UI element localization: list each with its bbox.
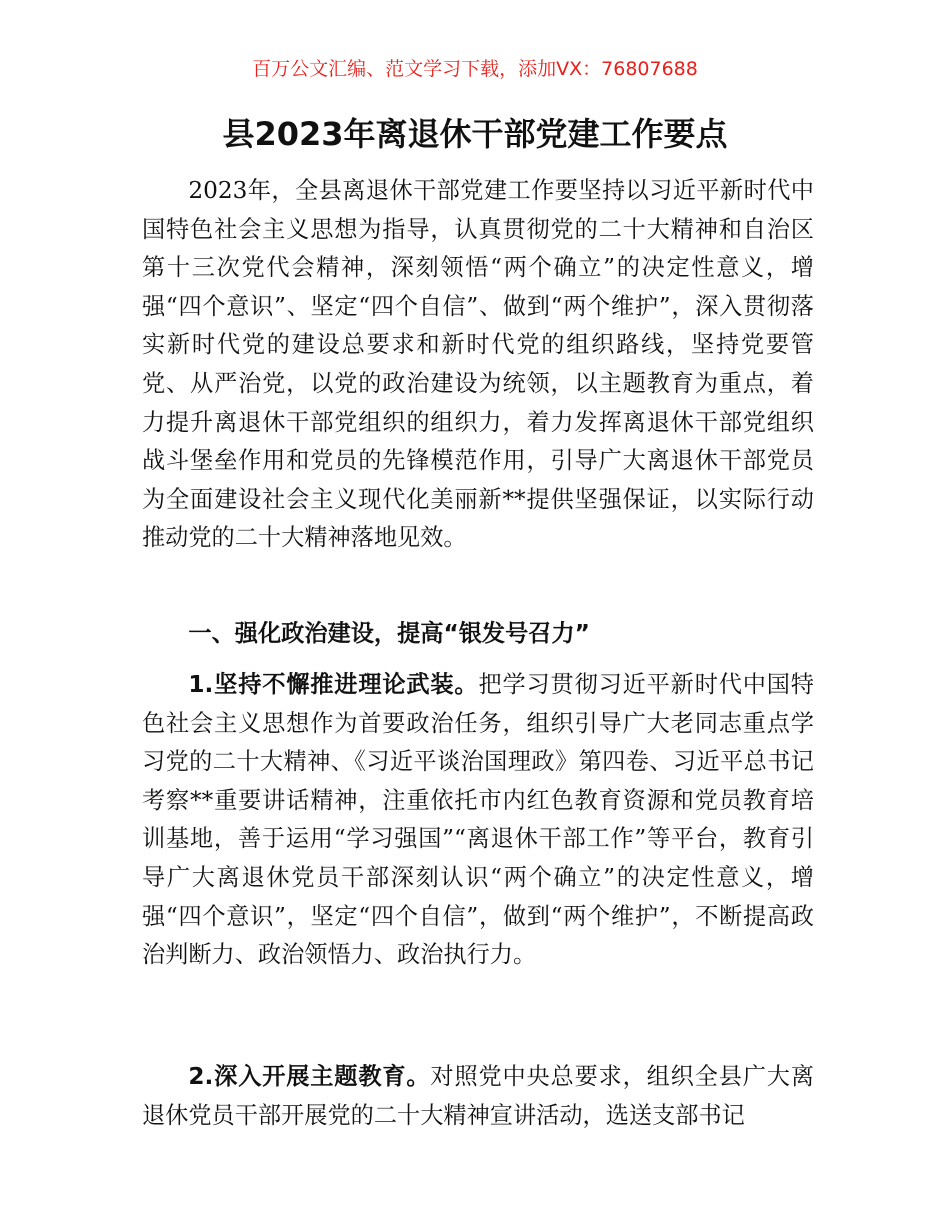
item-1-paragraph	[142, 666, 814, 975]
item-1-text: 把学习贯彻习近平新时代中国特色社会主义思想作为首要政治任务，组织引导广大老同志重点学习党的二十大精神、《习近平谈治国理政》第四卷、习近平总书记考察**重要讲话精神，注重依托市内红色教育资源和党员教育培训基地，善于运用“学习强国”“离退休干部工作”等平台，教育引导广大离退休党员干部深刻认识“两个确立”的决定性意义，增强“四个意识”，坚定“四个自信”，做到“两个维护”，不断提高政治判断力、政治领悟力、政治执行力。	[142, 671, 814, 969]
item-1-lead: 1.坚持不懈推进理论武装。	[188, 671, 479, 698]
intro-paragraph: 2023年，全县离退休干部党建工作要坚持以习近平新时代中国特色社会主义思想为指导，认真贯彻党的二十大精神和自治区第十三次党代会精神，深刻领悟“两个确立”的决定性意义，增强“四个意识”、坚定“四个自信”、做到“两个维护”，深入贯彻落实新时代党的建设总要求和新时代党的组织路线，坚持党要管党、从严治党，以党的政治建设为统领，以主题教育为重点，着力提升离退休干部党组织的组织力，着力发挥离退休干部党组织战斗堡垒作用和党员的先锋模范作用，引导广大离退休干部党员为全面建设社会主义现代化美丽新**提供坚强保证，以实际行动推动党的二十大精神落地见效。	[142, 177, 814, 552]
section-1-heading: 一、强化政治建设，提高“银发号召力”	[188, 620, 590, 647]
item-2-paragraph	[142, 1058, 814, 1135]
item-2-lead: 2.深入开展主题教育。	[188, 1063, 431, 1090]
document-title: 县2023年离退休干部党建工作要点	[222, 115, 728, 153]
watermark-banner: 百万公文汇编、范文学习下载，添加VX：76807688	[252, 58, 698, 80]
item-2-text: 对照党中央总要求，组织全县广大离退休党员干部开展党的二十大精神宣讲活动，选送支部书记	[142, 1063, 815, 1129]
